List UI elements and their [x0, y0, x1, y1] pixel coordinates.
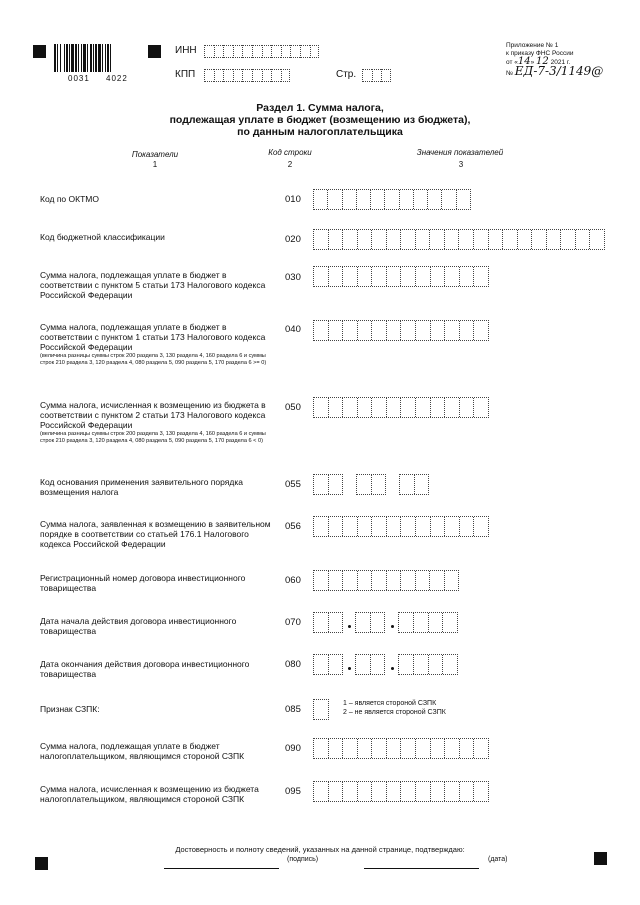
confirmation-statement: Достоверность и полноту сведений, указанных на данной странице, подтверждаю: [175, 845, 465, 854]
char-cell[interactable] [358, 398, 373, 417]
kpp-label: КПП [175, 69, 196, 80]
signature-label: (подпись) [287, 856, 319, 863]
char-cell[interactable] [314, 700, 328, 719]
inn-label: ИНН [175, 45, 197, 56]
char-cell[interactable] [343, 267, 358, 286]
char-cell[interactable] [358, 571, 373, 590]
barcode [54, 44, 138, 72]
row-code-080: 080 [285, 659, 301, 670]
barcode-number-right: 4022 [106, 74, 128, 83]
appendix-line2: к приказу ФНС России [506, 50, 574, 57]
field-090[interactable] [313, 738, 489, 759]
char-cell[interactable] [329, 655, 343, 674]
date-separator [348, 625, 351, 628]
column-number-1: 1 [152, 160, 158, 169]
char-cell[interactable] [474, 230, 489, 249]
field-050[interactable] [313, 397, 489, 418]
char-cell[interactable] [387, 571, 402, 590]
char-cell[interactable] [356, 613, 371, 632]
section-title-line2: подлежащая уплате в бюджет (возмещению из бюджета), [169, 114, 471, 126]
char-cell[interactable] [474, 321, 488, 340]
char-cell[interactable] [357, 475, 372, 494]
char-cell[interactable] [474, 267, 488, 286]
char-cell[interactable] [357, 190, 371, 209]
char-cell[interactable] [460, 782, 475, 801]
barcode-bar [111, 44, 114, 72]
char-cell[interactable] [371, 655, 385, 674]
char-cell[interactable] [262, 45, 272, 58]
row-label-010: Код по ОКТМО [40, 194, 99, 204]
row-code-030: 030 [285, 272, 301, 283]
char-cell[interactable] [460, 398, 475, 417]
char-cell[interactable] [372, 69, 382, 82]
char-cell[interactable] [329, 267, 344, 286]
column-header-indicators: Показатели [131, 150, 179, 159]
field-070-year[interactable] [398, 612, 458, 633]
appendix-line4: № ЕД-7-3/1149@ [506, 64, 604, 78]
char-cell[interactable] [547, 230, 562, 249]
char-cell[interactable] [416, 739, 431, 758]
registration-marker-top-left [33, 45, 46, 58]
char-cell[interactable] [401, 230, 416, 249]
char-cell[interactable] [372, 739, 387, 758]
inn-field[interactable] [204, 45, 319, 58]
field-070-month[interactable] [355, 612, 385, 633]
row-label-050 [40, 400, 272, 445]
row-label-095: Сумма налога, исчисленная к возмещению из бюджета налогоплательщиком, являющимся стороной СЗПК [40, 784, 259, 804]
char-cell[interactable] [431, 782, 446, 801]
char-cell[interactable] [356, 655, 371, 674]
char-cell[interactable] [414, 613, 429, 632]
char-cell[interactable] [223, 45, 233, 58]
char-cell[interactable] [474, 739, 488, 758]
column-number-3: 3 [458, 160, 464, 169]
char-cell[interactable] [314, 782, 329, 801]
char-cell[interactable] [416, 782, 431, 801]
char-cell[interactable] [445, 739, 460, 758]
row-code-020: 020 [285, 234, 301, 245]
char-cell[interactable] [414, 655, 429, 674]
char-cell[interactable] [358, 230, 373, 249]
char-cell[interactable] [358, 321, 373, 340]
row-label-056: Сумма налога, заявленная к возмещению в заявительном порядке в соответствии со статьей 176.1 Налогового кодекса Российской Федерации [40, 519, 271, 549]
char-cell[interactable] [460, 321, 475, 340]
char-cell[interactable] [314, 613, 329, 632]
char-cell[interactable] [474, 517, 488, 536]
char-cell[interactable] [387, 517, 402, 536]
char-cell[interactable] [401, 739, 416, 758]
char-cell[interactable] [372, 230, 387, 249]
column-header-values: Значения показателей [416, 148, 504, 157]
char-cell[interactable] [343, 782, 358, 801]
char-cell[interactable] [242, 45, 252, 58]
char-cell[interactable] [442, 190, 456, 209]
char-cell[interactable] [358, 517, 373, 536]
char-cell[interactable] [415, 475, 429, 494]
char-cell[interactable] [576, 230, 591, 249]
char-cell[interactable] [414, 190, 428, 209]
char-cell[interactable] [401, 782, 416, 801]
registration-marker-top-mid [148, 45, 161, 58]
row-code-090: 090 [285, 743, 301, 754]
char-cell[interactable] [429, 655, 444, 674]
char-cell[interactable] [372, 517, 387, 536]
char-cell[interactable] [445, 230, 460, 249]
char-cell[interactable] [416, 321, 431, 340]
char-cell[interactable] [431, 739, 446, 758]
row-code-050: 050 [285, 402, 301, 413]
char-cell[interactable] [372, 267, 387, 286]
char-cell[interactable] [314, 398, 329, 417]
char-cell[interactable] [262, 69, 272, 82]
char-cell[interactable] [443, 613, 457, 632]
char-cell[interactable] [445, 398, 460, 417]
char-cell[interactable] [460, 517, 475, 536]
char-cell[interactable] [343, 739, 358, 758]
char-cell[interactable] [233, 69, 243, 82]
char-cell[interactable] [362, 69, 372, 82]
row-label-040-text: Сумма налога, подлежащая уплате в бюджет в соответствии с пунктом 1 статьи 173 Налогового кодекса Российской Федерации [40, 322, 266, 352]
field-szpk-flag[interactable] [313, 699, 329, 720]
char-cell[interactable] [503, 230, 518, 249]
char-cell[interactable] [387, 398, 402, 417]
char-cell[interactable] [489, 230, 504, 249]
appendix-line1: Приложение № 1 [506, 42, 559, 49]
char-cell[interactable] [400, 475, 415, 494]
char-cell[interactable] [271, 69, 281, 82]
char-cell[interactable] [590, 230, 604, 249]
date-separator [391, 667, 394, 670]
field-040[interactable] [313, 320, 489, 341]
row-label-090: Сумма налога, подлежащая уплате в бюджет налогоплательщиком, являющимся стороной СЗПК [40, 741, 245, 761]
char-cell[interactable] [401, 571, 416, 590]
char-cell[interactable] [445, 267, 460, 286]
char-cell[interactable] [381, 69, 391, 82]
row-code-040: 040 [285, 324, 301, 335]
field-055-part3[interactable] [399, 474, 429, 495]
row-note-050: (величина разницы суммы строк 200 раздела 3, 130 раздела 4, 160 раздела 6 и суммы строк 210 раздела 3, 120 раздела 4, 080 раздела 5, 090 раздела 5, 170 раздела 6 < 0) [40, 431, 266, 444]
row-code-010: 010 [285, 194, 301, 205]
char-cell[interactable] [343, 517, 358, 536]
char-cell[interactable] [252, 69, 262, 82]
field-030[interactable] [313, 266, 489, 287]
char-cell[interactable] [445, 517, 460, 536]
char-cell[interactable] [431, 321, 446, 340]
row-code-055: 055 [285, 479, 301, 490]
appendix-order-number: ЕД-7-3/1149@ [514, 64, 604, 78]
barcode-number-left: 0031 [68, 74, 90, 83]
char-cell[interactable] [460, 267, 475, 286]
row-code-070: 070 [285, 617, 301, 628]
char-cell[interactable] [372, 398, 387, 417]
char-cell[interactable] [329, 517, 344, 536]
char-cell[interactable] [401, 321, 416, 340]
char-cell[interactable] [328, 190, 342, 209]
field-055-part2[interactable] [356, 474, 386, 495]
section-title [0, 102, 640, 138]
char-cell[interactable] [343, 571, 358, 590]
char-cell[interactable] [561, 230, 576, 249]
column-header-line-code: Код строки [268, 148, 312, 157]
char-cell[interactable] [329, 739, 344, 758]
field-080-year[interactable] [398, 654, 458, 675]
date-label: (дата) [488, 856, 508, 863]
char-cell[interactable] [343, 398, 358, 417]
char-cell[interactable] [329, 782, 344, 801]
field-oktmo[interactable] [313, 189, 471, 210]
char-cell[interactable] [387, 230, 402, 249]
char-cell[interactable] [457, 190, 470, 209]
row-label-080: Дата окончания действия договора инвестиционного товарищества [40, 659, 250, 679]
char-cell[interactable] [372, 782, 387, 801]
char-cell[interactable] [314, 475, 329, 494]
row-code-085: 085 [285, 704, 301, 715]
page-label: Стр. [336, 69, 357, 80]
row-note-040: (величина разницы суммы строк 200 раздела 3, 130 раздела 4, 160 раздела 6 и суммы строк 210 раздела 3, 120 раздела 4, 080 раздела 5, 090 раздела 5, 170 раздела 6 >= 0) [40, 353, 267, 366]
char-cell[interactable] [242, 69, 252, 82]
char-cell[interactable] [459, 230, 474, 249]
char-cell[interactable] [431, 267, 446, 286]
char-cell[interactable] [401, 267, 416, 286]
char-cell[interactable] [204, 45, 214, 58]
field-080-month[interactable] [355, 654, 385, 675]
row-label-040 [40, 322, 272, 367]
char-cell[interactable] [314, 739, 329, 758]
char-cell[interactable] [314, 517, 329, 536]
char-cell[interactable] [416, 230, 431, 249]
char-cell[interactable] [343, 190, 357, 209]
char-cell[interactable] [416, 571, 431, 590]
char-cell[interactable] [372, 475, 386, 494]
signature-line[interactable] [164, 868, 279, 869]
char-cell[interactable] [401, 517, 416, 536]
char-cell[interactable] [358, 267, 373, 286]
row-label-050-text: Сумма налога, исчисленная к возмещению из бюджета в соответствии с пунктом 2 статьи 173 Налогового кодекса Российской Федерации [40, 400, 266, 430]
char-cell[interactable] [474, 398, 488, 417]
char-cell[interactable] [372, 571, 387, 590]
char-cell[interactable] [314, 230, 329, 249]
char-cell[interactable] [271, 45, 281, 58]
char-cell[interactable] [329, 571, 344, 590]
row-label-055: Код основания применения заявительного порядка возмещения налога [40, 477, 243, 497]
char-cell[interactable] [314, 321, 329, 340]
date-separator [348, 667, 351, 670]
char-cell[interactable] [387, 267, 402, 286]
char-cell[interactable] [401, 398, 416, 417]
row-code-056: 056 [285, 521, 301, 532]
char-cell[interactable] [329, 398, 344, 417]
kpp-field[interactable] [204, 69, 290, 82]
char-cell[interactable] [387, 739, 402, 758]
registration-marker-bottom-left [35, 857, 48, 870]
char-cell[interactable] [372, 321, 387, 340]
field-kbk[interactable] [313, 229, 605, 250]
field-056[interactable] [313, 516, 489, 537]
char-cell[interactable] [329, 613, 343, 632]
page-number-field[interactable] [362, 69, 391, 82]
row-label-020: Код бюджетной классификации [40, 232, 165, 242]
char-cell[interactable] [431, 517, 446, 536]
char-cell[interactable] [314, 190, 328, 209]
row-label-060: Регистрационный номер договора инвестиционного товарищества [40, 573, 246, 593]
field-060[interactable] [313, 570, 459, 591]
char-cell[interactable] [445, 571, 459, 590]
char-cell[interactable] [358, 782, 373, 801]
char-cell[interactable] [252, 45, 262, 58]
char-cell[interactable] [532, 230, 547, 249]
char-cell[interactable] [329, 475, 343, 494]
char-cell[interactable] [518, 230, 533, 249]
char-cell[interactable] [399, 613, 414, 632]
row-code-095: 095 [285, 786, 301, 797]
row-label-070: Дата начала действия договора инвестиционного товарищества [40, 616, 237, 636]
char-cell[interactable] [474, 782, 488, 801]
char-cell[interactable] [416, 517, 431, 536]
char-cell[interactable] [358, 739, 373, 758]
char-cell[interactable] [290, 45, 300, 58]
char-cell[interactable] [430, 571, 445, 590]
char-cell[interactable] [385, 190, 399, 209]
char-cell[interactable] [214, 45, 224, 58]
appendix-line3: от «14» 12 2021 г. [506, 56, 571, 67]
field-095[interactable] [313, 781, 489, 802]
appendix-day: 14 [517, 56, 531, 67]
row-code-060: 060 [285, 575, 301, 586]
char-cell[interactable] [300, 45, 310, 58]
char-cell[interactable] [371, 613, 385, 632]
field-080-day[interactable] [313, 654, 343, 675]
char-cell[interactable] [431, 398, 446, 417]
section-title-line3: по данным налогоплательщика [237, 126, 403, 138]
section-title-line1: Раздел 1. Сумма налога, [256, 102, 384, 114]
char-cell[interactable] [416, 267, 431, 286]
char-cell[interactable] [214, 69, 224, 82]
char-cell[interactable] [281, 45, 291, 58]
char-cell[interactable] [329, 321, 344, 340]
szpk-option-2: 2 – не является стороной СЗПК [343, 709, 446, 716]
field-055-part1[interactable] [313, 474, 343, 495]
appendix-reference [506, 42, 603, 78]
char-cell[interactable] [343, 230, 358, 249]
date-separator [391, 625, 394, 628]
char-cell[interactable] [428, 190, 442, 209]
char-cell[interactable] [310, 45, 320, 58]
char-cell[interactable] [329, 230, 344, 249]
row-label-085: Признак СЗПК: [40, 704, 100, 714]
char-cell[interactable] [281, 69, 291, 82]
char-cell[interactable] [387, 782, 402, 801]
char-cell[interactable] [314, 655, 329, 674]
char-cell[interactable] [400, 190, 414, 209]
char-cell[interactable] [371, 190, 385, 209]
szpk-option-1: 1 – является стороной СЗПК [343, 700, 437, 707]
char-cell[interactable] [460, 739, 475, 758]
field-070-day[interactable] [313, 612, 343, 633]
char-cell[interactable] [223, 69, 233, 82]
char-cell[interactable] [443, 655, 457, 674]
char-cell[interactable] [445, 782, 460, 801]
char-cell[interactable] [314, 267, 329, 286]
char-cell[interactable] [343, 321, 358, 340]
char-cell[interactable] [416, 398, 431, 417]
char-cell[interactable] [314, 571, 329, 590]
char-cell[interactable] [399, 655, 414, 674]
char-cell[interactable] [233, 45, 243, 58]
char-cell[interactable] [204, 69, 214, 82]
column-number-2: 2 [287, 160, 293, 169]
char-cell[interactable] [387, 321, 402, 340]
date-line[interactable] [364, 868, 479, 869]
appendix-month: 12 [536, 56, 549, 67]
char-cell[interactable] [429, 613, 444, 632]
char-cell[interactable] [445, 321, 460, 340]
row-label-030: Сумма налога, подлежащая уплате в бюджет в соответствии с пунктом 5 статьи 173 Налогового кодекса Российской Федерации [40, 270, 266, 300]
char-cell[interactable] [430, 230, 445, 249]
